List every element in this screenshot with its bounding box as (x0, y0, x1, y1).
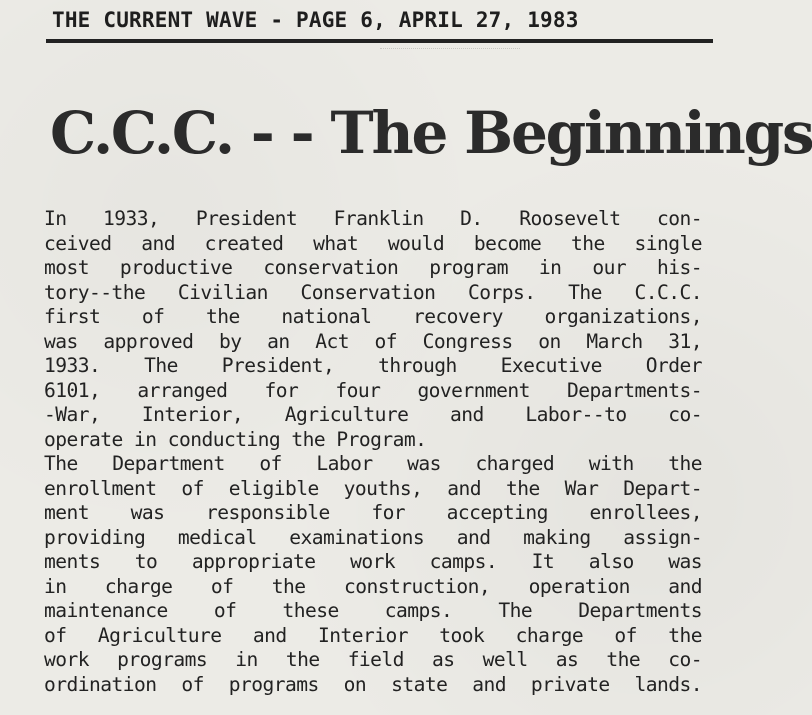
body-line: in charge of the construction, operation and (44, 574, 702, 598)
body-line: maintenance of these camps. The Departments (44, 599, 702, 622)
header-rule (46, 39, 713, 43)
body-line: operate in conducting the Program. (44, 427, 427, 451)
article-headline: C.C.C. - - The Beginnings (50, 99, 812, 167)
body-line: was approved by an Act of Congress on March 31, (44, 329, 702, 353)
body-line: of Agriculture and Interior took charge of the (44, 623, 702, 647)
body-line: first of the national recovery organizations, (44, 305, 702, 328)
body-line: tory--the Civilian Conservation Corps. The C.C.C. (44, 280, 702, 304)
body-line: ceived and created what would become the single (44, 231, 702, 255)
body-line: ments to appropriate work camps. It also was (44, 550, 702, 573)
body-line: -War, Interior, Agriculture and Labor--to co- (44, 403, 702, 426)
body-line: 6101, arranged for four government Departments- (44, 378, 702, 402)
body-line: In 1933, President Franklin D. Roosevelt con- (44, 207, 702, 230)
body-line: most productive conservation program in our his- (44, 256, 702, 279)
body-line: 1933. The President, through Executive Order (44, 354, 702, 377)
body-line: ment was responsible for accepting enrollees, (44, 501, 702, 524)
body-line: enrollment of eligible youths, and the War Depart- (44, 476, 702, 500)
masthead: THE CURRENT WAVE - PAGE 6, APRIL 27, 1983 (52, 8, 579, 32)
bleed-through-mark (380, 48, 520, 55)
body-line: providing medical examinations and making assign- (44, 525, 702, 549)
body-line: work programs in the field as well as the co- (44, 648, 702, 671)
body-line: The Department of Labor was charged with the (44, 452, 702, 475)
article-body (44, 207, 702, 697)
body-line: ordination of programs on state and private lands. (44, 672, 702, 696)
